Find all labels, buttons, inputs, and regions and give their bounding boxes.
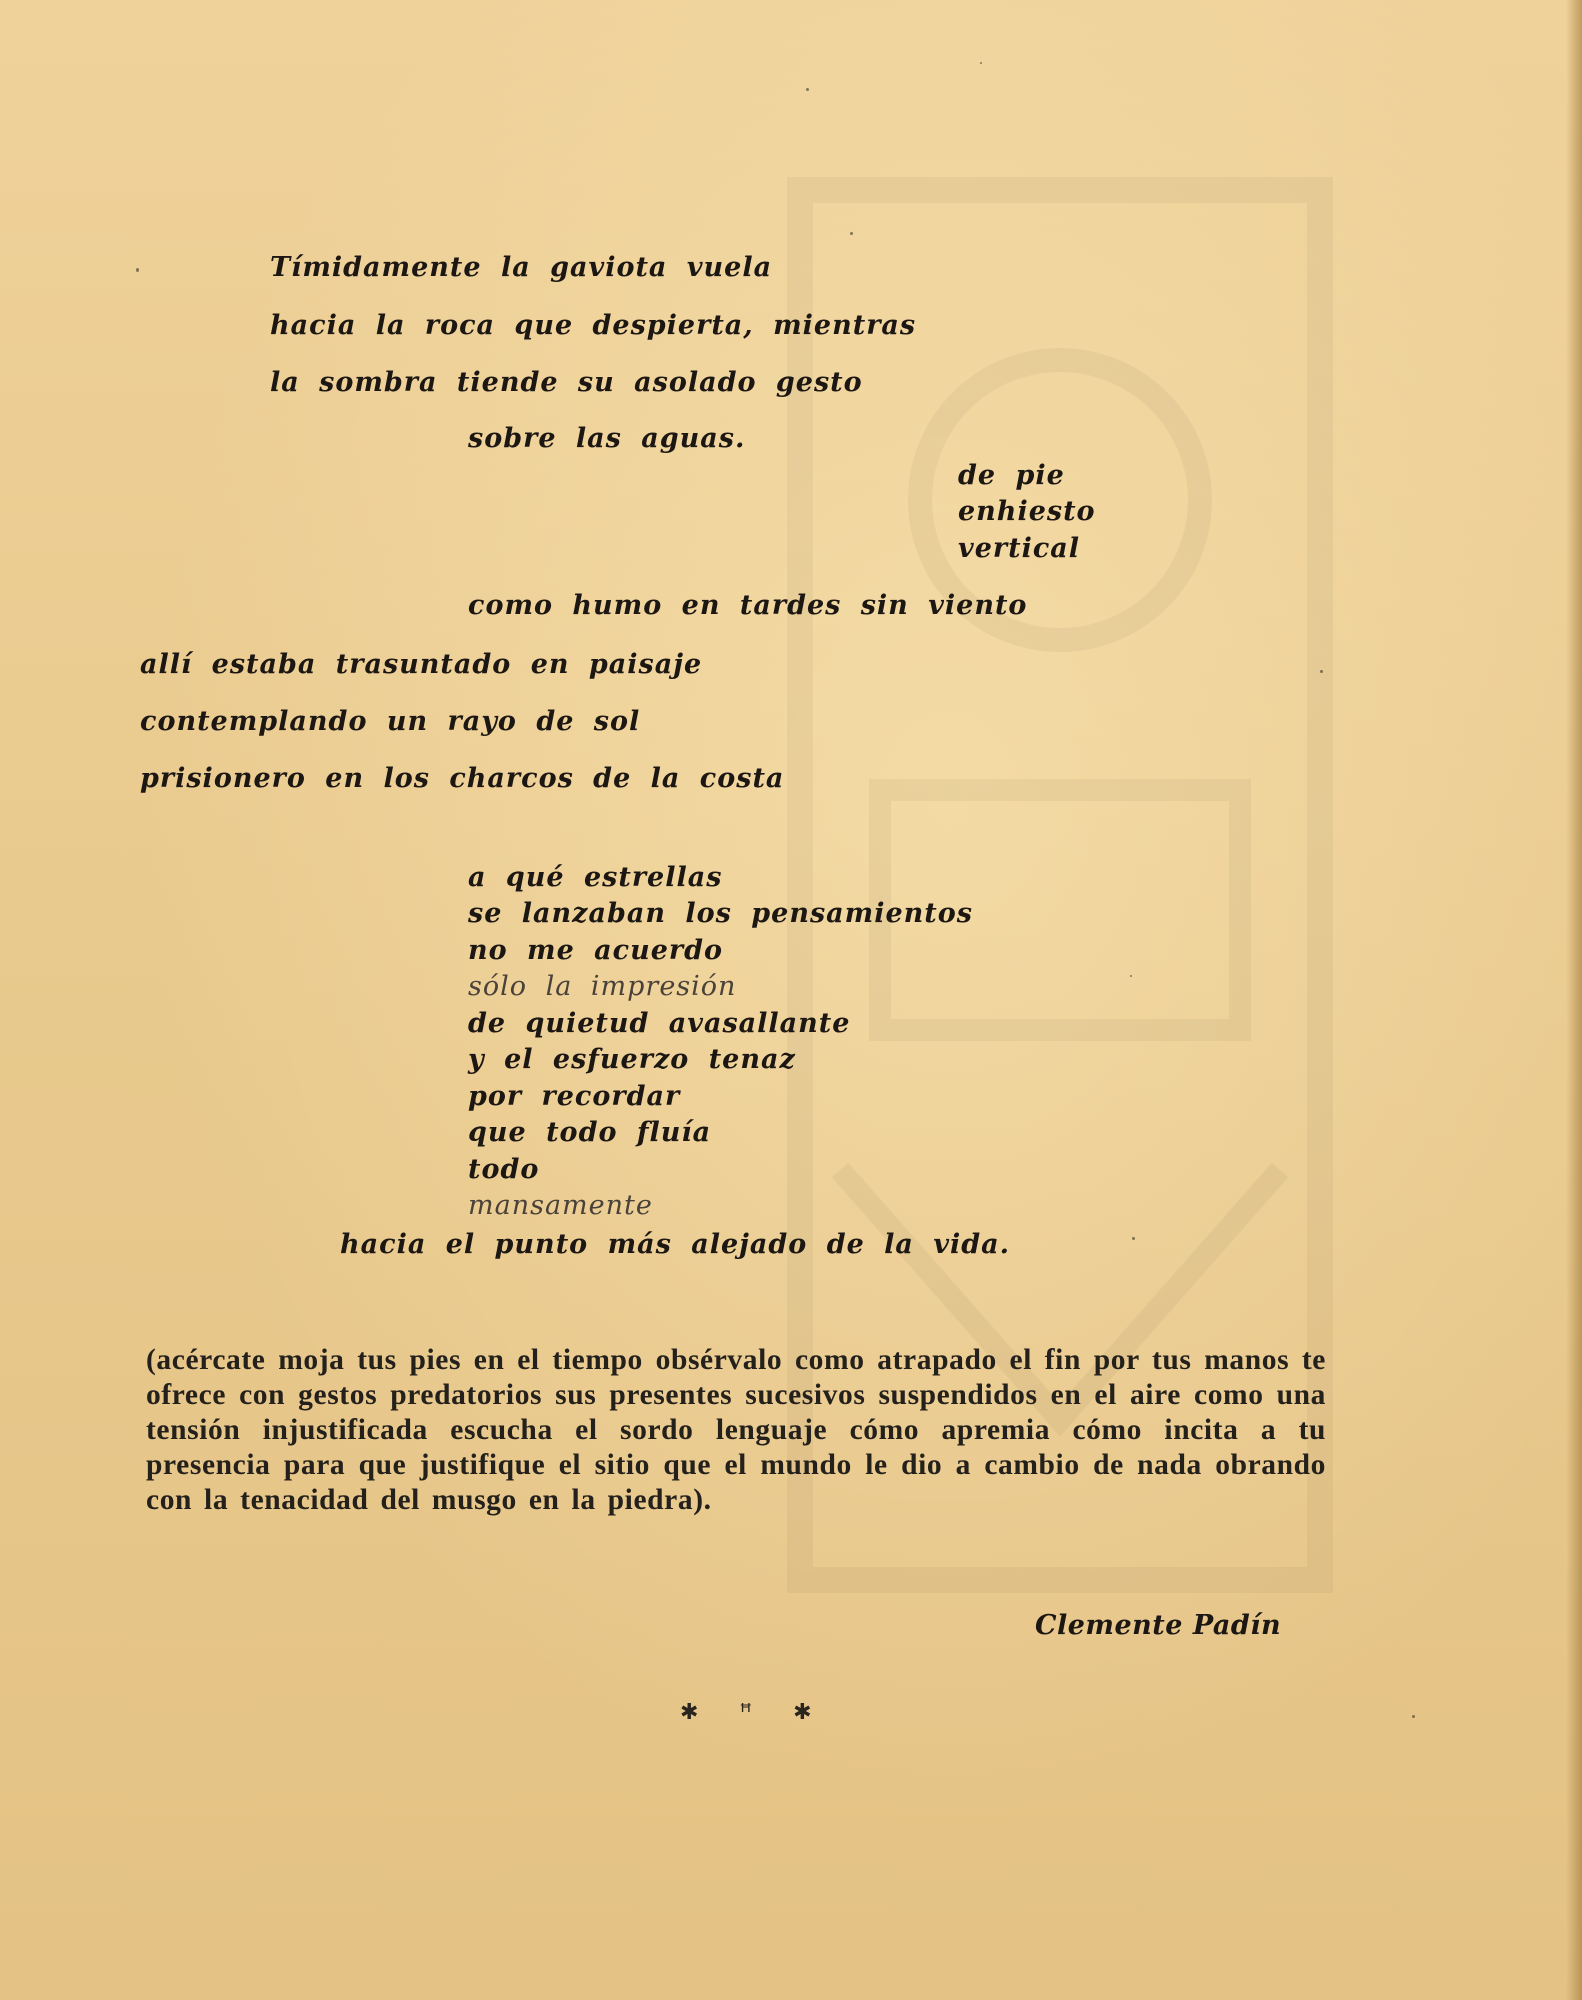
poem-line: de quietud avasallante <box>468 1008 851 1039</box>
speck <box>136 268 139 272</box>
poem-line: a qué estrellas <box>468 862 723 893</box>
poem-line: Tímidamente la gaviota vuela <box>270 252 773 283</box>
author-signature: Clemente Padín <box>1035 1610 1282 1641</box>
poem-line: hacia el punto más alejado de la vida. <box>340 1229 1011 1260</box>
poem-line: como humo en tardes sin viento <box>468 590 1028 621</box>
prose-paragraph: (acércate moja tus pies en el tiempo obsérvalo como atrapado el fin por tus manos te ofrece con gestos predatorios sus presentes sucesivos suspendidos en el aire como una tensión injustificada escucha el sordo lenguaje cómo apremia cómo incita a tu presencia para que justifique el sitio que el mundo le dio a cambio de nada obrando con la tenacidad del musgo en la piedra). <box>146 1344 1326 1516</box>
poem-line: prisionero en los charcos de la costa <box>140 763 785 794</box>
speck <box>850 232 853 235</box>
speck <box>1320 670 1323 673</box>
poem-line: enhiesto <box>958 496 1096 527</box>
poem-line: allí estaba trasuntado en paisaje <box>140 649 703 680</box>
poem-line: sobre las aguas. <box>468 423 746 454</box>
speck <box>806 88 809 91</box>
poem-line: y el esfuerzo tenaz <box>468 1044 796 1075</box>
poem-line: contemplando un rayo de sol <box>140 706 641 737</box>
poem-line: vertical <box>958 533 1081 564</box>
poem-line: mansamente <box>468 1190 653 1221</box>
speck <box>1412 1715 1415 1718</box>
poem-line: no me acuerdo <box>468 935 724 966</box>
poem-line: sólo la impresión <box>468 971 737 1002</box>
poem-line: de pie <box>958 460 1065 491</box>
poem-line: se lanzaban los pensamientos <box>468 898 973 929</box>
speck <box>1130 975 1132 977</box>
poem-line: hacia la roca que despierta, mientras <box>270 310 917 341</box>
ornament-divider: ✱ ꟸ ✱ <box>680 1700 814 1725</box>
poem-line: por recordar <box>468 1081 681 1112</box>
poem-line: que todo fluía <box>468 1117 712 1148</box>
poem-line: la sombra tiende su asolado gesto <box>270 367 863 398</box>
speck <box>980 62 982 64</box>
poem-line: todo <box>468 1154 540 1185</box>
page-edge-shadow <box>1566 0 1582 2000</box>
speck <box>1132 1237 1135 1240</box>
